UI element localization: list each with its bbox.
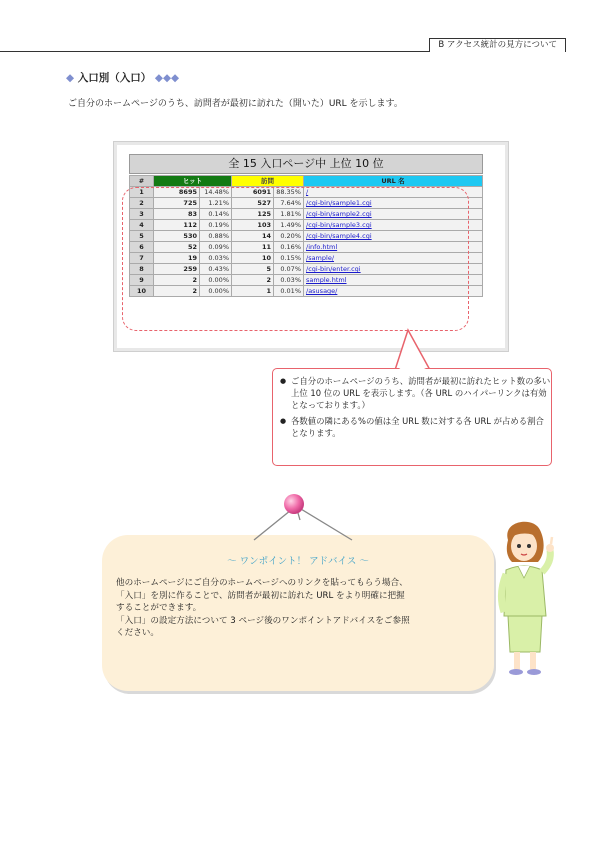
section-label: B アクセス統計の見方について: [429, 38, 566, 52]
advisor-woman-illustration: [488, 512, 568, 682]
hits-cell: 83: [154, 209, 200, 220]
rank-cell: 4: [130, 220, 154, 231]
hits-cell: 112: [154, 220, 200, 231]
hits-percent-cell: 0.43%: [200, 264, 232, 275]
visits-cell: 5: [232, 264, 274, 275]
visits-percent-cell: 0.01%: [274, 286, 304, 297]
header-num: #: [130, 176, 154, 187]
rank-cell: 6: [130, 242, 154, 253]
visits-percent-cell: 0.07%: [274, 264, 304, 275]
advice-line: 他のホームページにご自分のホームページへのリンクを貼ってもらう場合、: [116, 578, 408, 588]
rank-cell: 10: [130, 286, 154, 297]
hits-percent-cell: 1.21%: [200, 198, 232, 209]
rank-cell: 5: [130, 231, 154, 242]
url-link[interactable]: /sample/: [304, 253, 483, 264]
rank-cell: 9: [130, 275, 154, 286]
intro-text: ご自分のホームページのうち、訪問者が最初に訪れた（開いた）URL を示します。: [68, 99, 403, 109]
visits-cell: 103: [232, 220, 274, 231]
hits-percent-cell: 0.88%: [200, 231, 232, 242]
visits-cell: 10: [232, 253, 274, 264]
visits-cell: 14: [232, 231, 274, 242]
rank-cell: 7: [130, 253, 154, 264]
hits-percent-cell: 0.14%: [200, 209, 232, 220]
visits-percent-cell: 1.81%: [274, 209, 304, 220]
hits-cell: 8695: [154, 187, 200, 198]
diamond-deco-icon: ◆◆◆: [154, 72, 180, 84]
callout-item: ● ご自分のホームページのうち、訪問者が最初に訪れたヒット数の多い上位 10 位の URL を表示します。（各 URL のハイパーリンクは有効となっております。）: [291, 375, 551, 411]
hits-percent-cell: 0.19%: [200, 220, 232, 231]
hits-cell: 530: [154, 231, 200, 242]
report-title: 全 15 入口ページ中 上位 10 位: [129, 154, 483, 174]
visits-percent-cell: 0.15%: [274, 253, 304, 264]
visits-percent-cell: 7.64%: [274, 198, 304, 209]
url-link[interactable]: /: [304, 187, 483, 198]
hits-percent-cell: 0.00%: [200, 286, 232, 297]
url-link[interactable]: sample.html: [304, 275, 483, 286]
url-link[interactable]: /cgi-bin/sample4.cgi: [304, 231, 483, 242]
visits-cell: 6091: [232, 187, 274, 198]
hits-cell: 725: [154, 198, 200, 209]
advice-line: 「入口」を別に作ることで、訪問者が最初に訪れた URL をより明確に把握: [116, 590, 405, 601]
visits-cell: 527: [232, 198, 274, 209]
diamond-icon: ◆: [66, 72, 75, 84]
visits-percent-cell: 0.16%: [274, 242, 304, 253]
rank-cell: 1: [130, 187, 154, 198]
visits-percent-cell: 88.35%: [274, 187, 304, 198]
url-link[interactable]: /cgi-bin/sample1.cgi: [304, 198, 483, 209]
header-hit: ヒット: [154, 176, 232, 187]
hits-cell: 259: [154, 264, 200, 275]
advice-line: 「入口」の設定方法について 3 ページ後のワンポイントアドバイスをご参照: [116, 615, 410, 626]
hits-cell: 2: [154, 286, 200, 297]
pin-string-right: [296, 506, 352, 540]
pushpin-icon: [284, 494, 304, 514]
visits-cell: 11: [232, 242, 274, 253]
visits-percent-cell: 0.20%: [274, 231, 304, 242]
header-url: URL 名: [304, 176, 483, 187]
hits-percent-cell: 0.03%: [200, 253, 232, 264]
advice-line: することができます。: [116, 603, 202, 614]
visits-percent-cell: 0.03%: [274, 275, 304, 286]
advice-title: ～ ワンポイント！ アドバイス ～: [227, 556, 369, 567]
hits-cell: 19: [154, 253, 200, 264]
advice-line: ください。: [116, 628, 159, 639]
callout-item: ● 各数値の隣にある%の値は全 URL 数に対する各 URL が占める割合となります。: [291, 415, 551, 439]
url-link[interactable]: /asusage/: [304, 286, 483, 297]
url-link[interactable]: /cgi-bin/sample3.cgi: [304, 220, 483, 231]
url-link[interactable]: /info.html: [304, 242, 483, 253]
rank-cell: 2: [130, 198, 154, 209]
visits-cell: 2: [232, 275, 274, 286]
hits-percent-cell: 0.00%: [200, 275, 232, 286]
header-visit: 訪問: [232, 176, 304, 187]
hits-percent-cell: 14.48%: [200, 187, 232, 198]
url-link[interactable]: /cgi-bin/sample2.cgi: [304, 209, 483, 220]
section-title: 入口別（入口）: [77, 72, 152, 84]
hits-cell: 2: [154, 275, 200, 286]
rank-cell: 8: [130, 264, 154, 275]
hits-cell: 52: [154, 242, 200, 253]
rank-cell: 3: [130, 209, 154, 220]
url-link[interactable]: /cgi-bin/enter.cgi: [304, 264, 483, 275]
visits-cell: 1: [232, 286, 274, 297]
visits-percent-cell: 1.49%: [274, 220, 304, 231]
hits-percent-cell: 0.09%: [200, 242, 232, 253]
visits-cell: 125: [232, 209, 274, 220]
